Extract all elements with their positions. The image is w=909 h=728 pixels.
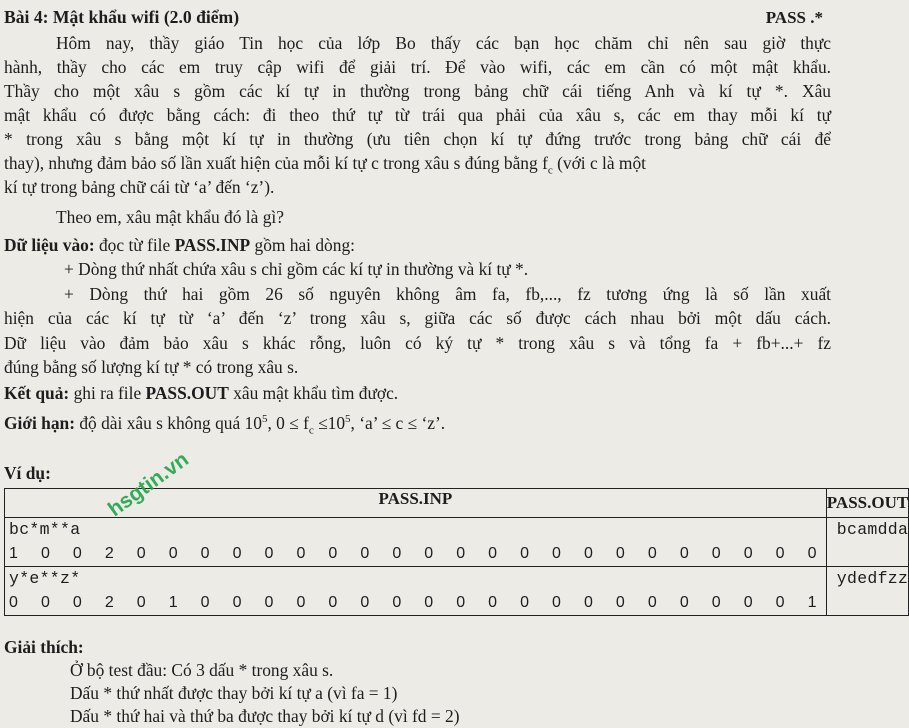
intro-line-1: Hôm nay, thầy giáo Tin học của lớp Bo thấy các bạn học chăm chỉ nên sau giờ thực [56, 33, 831, 53]
input-file: PASS.INP [174, 235, 251, 255]
intro-line-5: * trong xâu s bằng một kí tự in thường (ưu tiên chọn kí tự đứng trước trong bảng chữ cái để [4, 129, 831, 149]
output-cell [826, 567, 908, 616]
explain-line-1: Ở bộ test đầu: Có 3 dấu * trong xâu s. [70, 660, 334, 680]
limits-line: Giới hạn: độ dài xâu s không quá $10^5$, $0 \le f_c \le 10^5$, ‘a’ ≤ c ≤ ‘z’. [4, 412, 446, 437]
intro-line-6-end: (với c là một [557, 153, 646, 173]
explain-label: Giải thích: [4, 637, 84, 657]
input-line-2a: + Dòng thứ hai gồm 26 số nguyên không âm fa, fb,..., fz tương ứng là số lần xuất [64, 284, 831, 304]
example-table [4, 488, 909, 616]
limits-label: Giới hạn: [4, 412, 75, 433]
output-string: bcamdda [836, 520, 909, 539]
input-line-3: Dữ liệu vào đảm bảo xâu s khác rỗng, luôn có ký tự * trong xâu s và tổng fa + fb+...+ fz [4, 333, 831, 353]
explain-line-2: Dấu * thứ nhất được thay bởi kí tự a (vì fa = 1) [70, 683, 398, 703]
intro-line-2: hành, thầy cho các em truy cập wifi để giải trí. Để vào wifi, các em cần có một mật khẩu. [4, 57, 831, 77]
input-heading: Dữ liệu vào: đọc từ file PASS.INP gồm hai dòng: [4, 235, 355, 255]
intro-line-6-text: thay), nhưng đảm bảo số lần xuất hiện của mỗi kí tự c trong xâu s đúng bằng [4, 153, 538, 173]
input-cell [5, 567, 827, 616]
output-string: ydedfzz [836, 569, 909, 588]
table-row [5, 518, 909, 567]
explain-line-3: Dấu * thứ hai và thứ ba được thay bởi kí tự d (vì fd = 2) [70, 706, 460, 726]
input-frequencies: 1 0 0 2 0 0 0 0 0 0 0 0 0 0 0 0 0 0 0 0 0 0 0 0 0 0 [9, 545, 826, 562]
input-frequencies: 0 0 0 2 0 1 0 0 0 0 0 0 0 0 0 0 0 0 0 0 0 0 0 0 0 1 [9, 594, 826, 611]
fc-symbol: $f_c$ [542, 153, 553, 177]
col-pass-inp: PASS.INP [5, 489, 827, 518]
intro-line-4: mật khẩu có được bằng cách: đi theo thứ tự từ trái qua phải của xâu s, các em thay mỗi kí tự [4, 105, 831, 125]
input-line-2b: hiện của các kí tự từ ‘a’ đến ‘z’ trong xâu s, giữa các số được cách nhau bởi một dấu cách. [4, 308, 831, 328]
problem-title: Bài 4: Mật khẩu wifi (2.0 điểm) [4, 7, 240, 27]
file-tag: PASS .* [765, 8, 823, 27]
input-string: bc*m**a [9, 520, 81, 539]
example-label: Ví dụ: [4, 463, 51, 483]
input-string: y*e**z* [9, 569, 81, 588]
watermark: hsgtin.vn [103, 447, 193, 522]
output-label: Kết quả: [4, 383, 70, 403]
intro-question: Theo em, xâu mật khẩu đó là gì? [56, 207, 284, 227]
output-heading: Kết quả: ghi ra file PASS.OUT xâu mật khẩu tìm được. [4, 383, 399, 403]
output-cell [826, 518, 908, 567]
input-line-1: + Dòng thứ nhất chứa xâu s chỉ gồm các kí tự in thường và kí tự *. [64, 259, 529, 279]
input-label: Dữ liệu vào: [4, 235, 95, 255]
col-pass-out: PASS.OUT [826, 489, 908, 518]
intro-line-3: Thầy cho một xâu s gồm các kí tự in thường trong bảng chữ cái tiếng Anh và kí tự *. Xâu [4, 81, 831, 101]
intro-line-7: kí tự trong bảng chữ cái từ ‘a’ đến ‘z’). [4, 177, 275, 197]
input-cell [5, 518, 827, 567]
output-file: PASS.OUT [145, 383, 229, 403]
table-row [5, 567, 909, 616]
input-line-4: đúng bằng số lượng kí tự * có trong xâu s. [4, 357, 299, 377]
